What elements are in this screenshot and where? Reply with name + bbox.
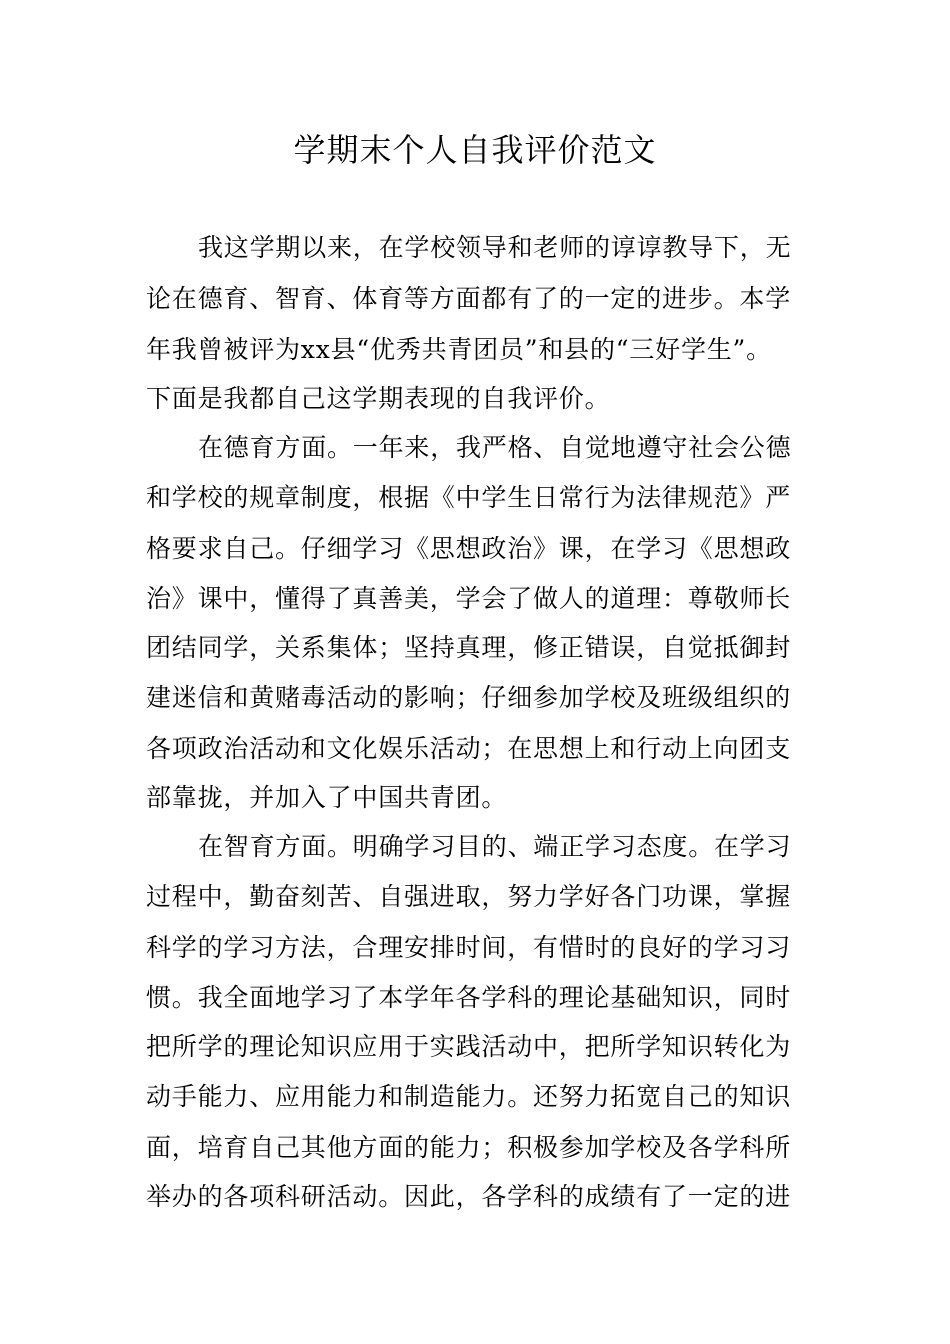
paragraph-line: 科学的学习方法，合理安排时间，有惜时的良好的学习习 [146, 933, 792, 962]
paragraph-line: 建迷信和黄赌毒活动的影响；仔细参加学校及班级组织的 [146, 683, 792, 712]
paragraph-line: 部靠拢，并加入了中国共青团。 [146, 783, 508, 812]
document-title: 学期末个人自我评价范文 [293, 131, 657, 169]
paragraph-line: 年我曾被评为xx县“优秀共青团员”和县的“三好学生”。 [146, 335, 772, 364]
paragraph-line: 在智育方面。明确学习目的、端正学习态度。在学习 [198, 832, 792, 861]
paragraph-line: 格要求自己。仔细学习《思想政治》课，在学习《思想政 [146, 534, 792, 563]
paragraph-line: 过程中，勤奋刻苦、自强进取，努力学好各门功课，掌握 [146, 882, 792, 911]
paragraph-line: 和学校的规章制度，根据《中学生日常行为法律规范》严 [146, 483, 792, 512]
paragraph-line: 团结同学，关系集体；坚持真理，修正错误，自觉抵御封 [146, 633, 792, 662]
paragraph-line: 我这学期以来，在学校领导和老师的谆谆教导下，无 [198, 233, 792, 262]
paragraph-line: 把所学的理论知识应用于实践活动中，把所学知识转化为 [146, 1032, 792, 1061]
paragraph-line: 面，培育自己其他方面的能力；积极参加学校及各学科所 [146, 1133, 792, 1162]
paragraph-line: 举办的各项科研活动。因此，各学科的成绩有了一定的进 [146, 1182, 792, 1211]
paragraph-line: 治》课中，懂得了真善美，学会了做人的道理：尊敬师长 [146, 584, 792, 613]
paragraph-line: 惯。我全面地学习了本学年各学科的理论基础知识，同时 [146, 983, 792, 1012]
paragraph-line: 在德育方面。一年来，我严格、自觉地遵守社会公德 [198, 433, 792, 462]
paragraph-line: 动手能力、应用能力和制造能力。还努力拓宽自己的知识 [146, 1082, 792, 1111]
paragraph-line: 下面是我都自己这学期表现的自我评价。 [146, 384, 611, 413]
paragraph-line: 论在德育、智育、体育等方面都有了的一定的进步。本学 [146, 284, 792, 313]
paragraph-line: 各项政治活动和文化娱乐活动；在思想上和行动上向团支 [146, 734, 792, 763]
